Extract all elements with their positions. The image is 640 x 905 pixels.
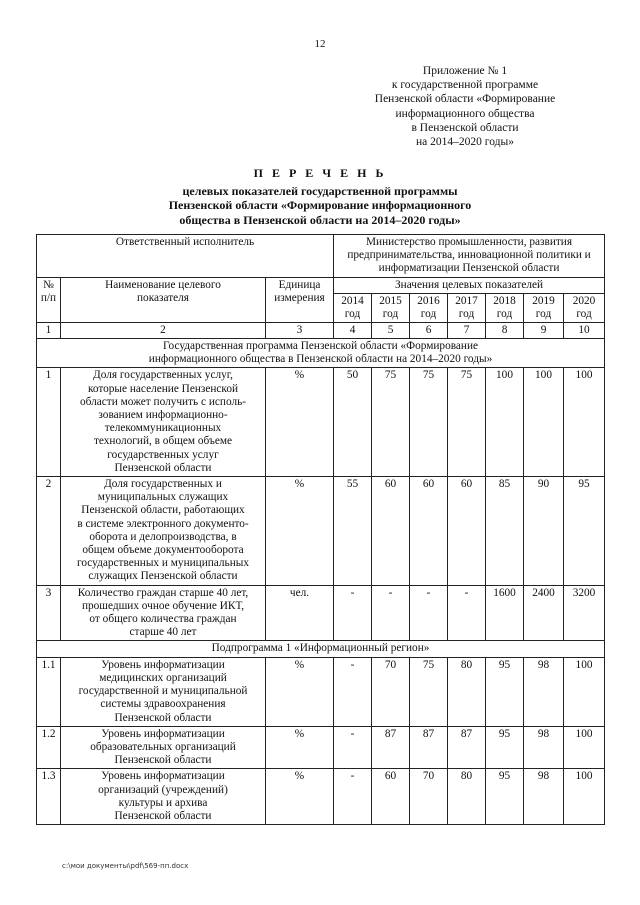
indicator-name <box>61 657 266 726</box>
value-cell: 95 <box>564 477 605 586</box>
indicator-name-line: зованием информационно- <box>98 409 228 422</box>
indicator-name-line: муниципальных служащих <box>97 491 229 504</box>
value-cell: 75 <box>410 657 448 726</box>
year-suffix: год <box>458 307 475 320</box>
header-unit-line: измерения <box>274 291 325 304</box>
title-line: целевых показателей государственной программы <box>182 183 458 198</box>
appendix-line: к государственной программе <box>391 79 539 92</box>
value-cell: 60 <box>448 477 486 586</box>
unit-cell: % <box>266 477 334 586</box>
value-cell: 100 <box>524 368 564 477</box>
value-cell: 100 <box>564 368 605 477</box>
column-index: 6 <box>410 322 448 338</box>
row-number: 2 <box>37 477 61 586</box>
value-cell: 60 <box>372 769 410 825</box>
responsible-line: информатизации Пензенской области <box>378 262 560 275</box>
row-number: 1 <box>37 368 61 477</box>
responsible-label: Ответственный исполнитель <box>37 235 334 278</box>
header-num-line: № <box>43 278 54 291</box>
indicator-name-line: Уровень информатизации <box>101 658 225 671</box>
section-program-line: Государственная программа Пензенской области «Формирование <box>163 340 479 353</box>
header-name-line: Наименование целевого <box>105 278 221 291</box>
appendix-note <box>350 64 580 149</box>
column-index: 3 <box>266 322 334 338</box>
title-line: общества в Пензенской области на 2014–2020 годы» <box>179 212 461 227</box>
appendix-line: информационного общества <box>395 107 535 120</box>
indicator-name-line: Количество граждан старше 40 лет, <box>77 586 249 599</box>
unit-cell: % <box>266 726 334 769</box>
indicator-name-line: Доля государственных услуг, <box>93 369 233 382</box>
indicator-row <box>37 368 605 477</box>
row-number: 1.3 <box>37 769 61 825</box>
responsible-line: предпринимательства, инновационной политики и <box>347 249 591 262</box>
value-cell: - <box>334 657 372 726</box>
section-subprogram-row <box>37 641 605 657</box>
header-name-line: показателя <box>137 291 189 304</box>
indicator-name-line: оборота и делопроизводства, в <box>89 530 237 543</box>
value-cell: 60 <box>410 477 448 586</box>
indicator-name-line: области может получить с исполь- <box>80 395 246 408</box>
year-value: 2017 <box>455 294 478 307</box>
indicator-row <box>37 726 605 769</box>
row-number: 1.2 <box>37 726 61 769</box>
indicator-name <box>61 585 266 641</box>
unit-cell: чел. <box>266 585 334 641</box>
appendix-line: Приложение № 1 <box>422 65 508 77</box>
value-cell: 3200 <box>564 585 605 641</box>
indicator-name-line: Пензенской области, работающих <box>81 504 245 517</box>
year-header <box>486 293 524 322</box>
appendix-line: на 2014–2020 годы» <box>416 136 514 149</box>
header-values: Значения целевых показателей <box>334 277 605 293</box>
appendix-line: Пензенской области «Формирование <box>374 93 556 106</box>
year-header <box>372 293 410 322</box>
indicator-name-line: старше 40 лет <box>129 626 197 639</box>
value-cell: 70 <box>410 769 448 825</box>
header-row <box>37 277 605 293</box>
value-cell: 80 <box>448 657 486 726</box>
indicator-name-line: Пензенской области <box>114 809 212 822</box>
year-suffix: год <box>535 307 552 320</box>
file-path-footer: c:\мои документы\pdf\569-пп.docx <box>62 862 189 870</box>
value-cell: 98 <box>524 726 564 769</box>
indicator-name-line: культуры и архива <box>118 796 208 809</box>
indicator-name <box>61 368 266 477</box>
value-cell: - <box>334 769 372 825</box>
indicator-name-line: медицинских организаций <box>99 671 227 684</box>
indicator-row <box>37 769 605 825</box>
indicator-name-line: Пензенской области <box>114 711 212 724</box>
row-number: 1.1 <box>37 657 61 726</box>
indicator-name-line: которые население Пензенской <box>87 382 239 395</box>
indicator-name-line: образовательных организаций <box>90 740 236 753</box>
indicator-name-line: в системе электронного документо- <box>77 517 249 530</box>
unit-cell: % <box>266 657 334 726</box>
year-header <box>448 293 486 322</box>
value-cell: 95 <box>486 657 524 726</box>
value-cell: 70 <box>372 657 410 726</box>
column-index: 10 <box>564 322 605 338</box>
year-value: 2018 <box>493 294 516 307</box>
appendix-line: в Пензенской области <box>411 121 519 134</box>
value-cell: 100 <box>564 769 605 825</box>
indicator-name-line: организаций (учреждений) <box>98 783 228 796</box>
indicator-name-line: Уровень информатизации <box>101 770 225 783</box>
indicator-name-line: Пензенской области <box>114 754 212 767</box>
header-num-line: п/п <box>40 291 57 304</box>
value-cell: 87 <box>372 726 410 769</box>
value-cell: - <box>372 585 410 641</box>
indicator-row <box>37 657 605 726</box>
column-index: 7 <box>448 322 486 338</box>
indicator-row <box>37 585 605 641</box>
year-header <box>410 293 448 322</box>
value-cell: 100 <box>564 726 605 769</box>
section-program <box>37 339 605 368</box>
value-cell: 95 <box>486 769 524 825</box>
responsible-row <box>37 235 605 278</box>
year-value: 2014 <box>341 294 364 307</box>
value-cell: 90 <box>524 477 564 586</box>
page-number: 12 <box>314 38 326 50</box>
value-cell: 95 <box>486 726 524 769</box>
header-unit <box>266 277 334 322</box>
section-program-line: информационного общества в Пензенской области на 2014–2020 годы» <box>148 353 493 366</box>
column-index: 9 <box>524 322 564 338</box>
indicator-name-line: Уровень информатизации <box>101 727 225 740</box>
column-index: 8 <box>486 322 524 338</box>
indicators-table <box>36 234 605 825</box>
indicator-name-line: системы здравоохранения <box>100 698 226 711</box>
value-cell: - <box>334 585 372 641</box>
value-cell: 100 <box>486 368 524 477</box>
indicator-name-line: прошедших очное обучение ИКТ, <box>81 599 245 612</box>
indicator-row <box>37 477 605 586</box>
value-cell: 85 <box>486 477 524 586</box>
year-suffix: год <box>496 307 513 320</box>
value-cell: 98 <box>524 657 564 726</box>
responsible-value <box>334 235 605 278</box>
title-heading: П Е Р Е Ч Е Н Ь <box>253 166 387 180</box>
indicator-name <box>61 726 266 769</box>
indicator-name-line: Доля государственных и <box>104 478 222 491</box>
year-suffix: год <box>576 307 592 320</box>
value-cell: - <box>410 585 448 641</box>
value-cell: 55 <box>334 477 372 586</box>
value-cell: 80 <box>448 769 486 825</box>
unit-cell: % <box>266 368 334 477</box>
year-suffix: год <box>344 307 361 320</box>
indicator-name-line: государственной и муниципальной <box>78 685 248 698</box>
year-value: 2016 <box>417 294 440 307</box>
title-line: Пензенской области «Формирование информационного <box>168 198 472 212</box>
year-header <box>524 293 564 322</box>
document-title <box>100 166 540 227</box>
year-header <box>334 293 372 322</box>
value-cell: 98 <box>524 769 564 825</box>
year-value: 2015 <box>379 294 402 307</box>
indicator-name-line: Пензенской области <box>114 461 212 474</box>
value-cell: 75 <box>448 368 486 477</box>
value-cell: 2400 <box>524 585 564 641</box>
value-cell: 50 <box>334 368 372 477</box>
index-row <box>37 322 605 338</box>
value-cell: 87 <box>448 726 486 769</box>
column-index: 2 <box>61 322 266 338</box>
value-cell: 75 <box>372 368 410 477</box>
unit-cell: % <box>266 769 334 825</box>
value-cell: - <box>334 726 372 769</box>
value-cell: 75 <box>410 368 448 477</box>
indicator-name-line: государственных и муниципальных <box>77 557 249 570</box>
header-unit-line: Единица <box>278 278 321 291</box>
value-cell: 87 <box>410 726 448 769</box>
value-cell: 100 <box>564 657 605 726</box>
indicator-name-line: государственных услуг <box>107 448 219 461</box>
year-suffix: год <box>420 307 437 320</box>
column-index: 4 <box>334 322 372 338</box>
section-program-row <box>37 339 605 368</box>
column-index: 1 <box>37 322 61 338</box>
header-num <box>37 277 61 322</box>
indicator-name <box>61 477 266 586</box>
value-cell: 1600 <box>486 585 524 641</box>
year-value: 2019 <box>532 294 555 307</box>
column-index: 5 <box>372 322 410 338</box>
indicator-name-line: от общего количества граждан <box>89 613 237 626</box>
header-name <box>61 277 266 322</box>
indicator-name-line: общем объеме документооборота <box>82 544 244 557</box>
responsible-line: Министерство промышленности, развития <box>366 236 573 248</box>
year-header <box>564 293 605 322</box>
year-value: 2020 <box>572 294 596 307</box>
row-number: 3 <box>37 585 61 641</box>
indicator-name-line: служащих Пензенской области <box>88 570 238 583</box>
indicator-name <box>61 769 266 825</box>
section-subprogram: Подпрограмма 1 «Информационный регион» <box>37 641 605 657</box>
value-cell: 60 <box>372 477 410 586</box>
value-cell: - <box>448 585 486 641</box>
indicator-name-line: технологий, в общем объеме <box>93 435 233 448</box>
indicator-name-line: телекоммуникационных <box>104 422 222 435</box>
year-suffix: год <box>382 307 399 320</box>
